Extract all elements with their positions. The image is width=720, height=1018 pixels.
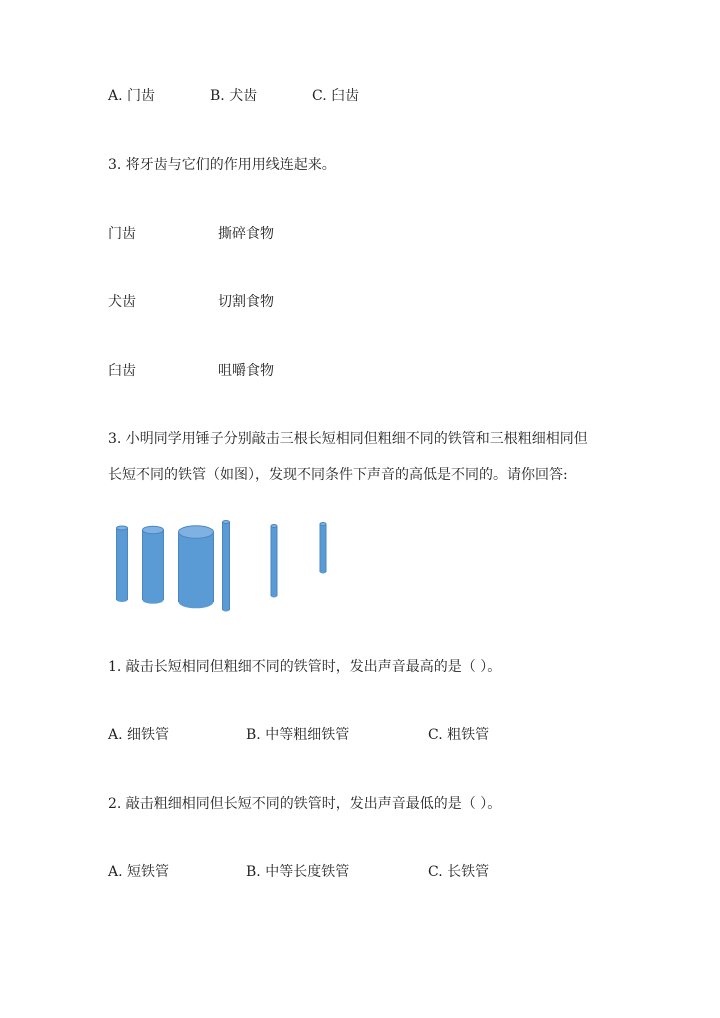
pipes-question-prompt-line1: 3. 小明同学用锤子分别敲击三根长短相同但粗细不同的铁管和三根粗细相同但 [108,431,588,447]
sub1-option-a[interactable]: A. 细铁管 [108,727,170,743]
sub-question-2: 2. 敲击粗细相同但长短不同的铁管时，发出声音最低的是（ ）。 [108,796,502,812]
match-left-incisor[interactable]: 门齿 [108,226,136,242]
sub1-option-b[interactable]: B. 中等粗细铁管 [246,727,350,743]
match-right-chew[interactable]: 咀嚼食物 [218,363,274,379]
pipe-short [320,523,326,574]
match-right-cut[interactable]: 切割食物 [218,294,274,310]
option-c-molar[interactable]: C. 臼齿 [312,88,360,104]
match-question-prompt: 3. 将牙齿与它们的作用用线连起来。 [108,157,336,173]
sub2-option-c[interactable]: C. 长铁管 [428,864,490,880]
pipe-thin [117,526,128,602]
option-a-incisor[interactable]: A. 门齿 [108,88,156,104]
sub2-option-a[interactable]: A. 短铁管 [108,864,170,880]
match-left-molar[interactable]: 臼齿 [108,363,136,379]
pipe-medium-length [271,525,277,598]
sub2-option-b[interactable]: B. 中等长度铁管 [246,864,350,880]
match-left-canine[interactable]: 犬齿 [108,294,136,310]
iron-pipes-figure [100,512,340,616]
pipes-question-prompt-line2: 长短不同的铁管（如图），发现不同条件下声音的高低是不同的。请你回答: [108,467,568,483]
pipe-long [223,521,230,612]
option-b-canine[interactable]: B. 犬齿 [210,88,258,104]
pipe-medium-thickness [143,526,164,604]
sub1-option-c[interactable]: C. 粗铁管 [428,727,490,743]
match-right-tear[interactable]: 撕碎食物 [218,226,274,242]
pipe-thick [179,526,214,609]
sub-question-1: 1. 敲击长短相同但粗细不同的铁管时，发出声音最高的是（ ）。 [108,659,502,675]
